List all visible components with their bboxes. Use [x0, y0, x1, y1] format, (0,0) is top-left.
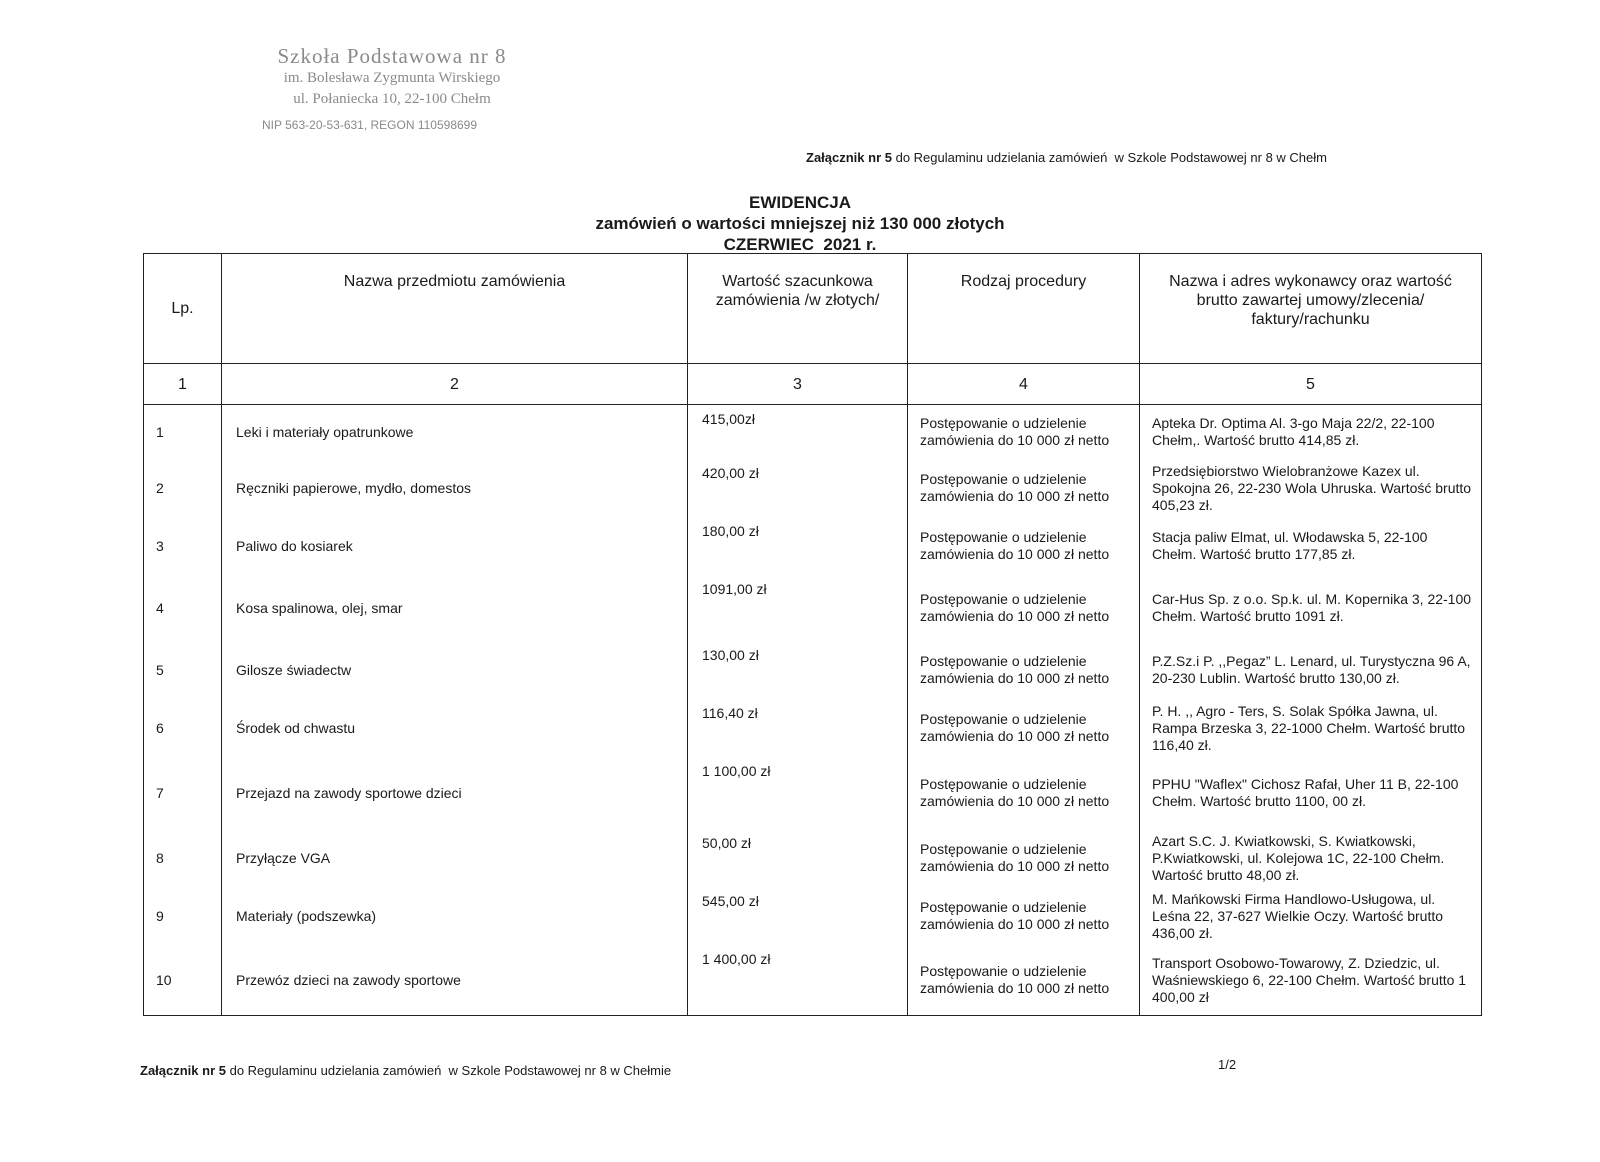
row-procedure: Postępowanie o udzielenie zamówienia do 10 000 zł netto [908, 757, 1140, 829]
stamp-school-name: Szkoła Podstawowa nr 8 [277, 44, 507, 68]
row-item-name: Środek od chwastu [222, 699, 688, 757]
attachment-text: do Regulaminu udzielania zamówień w Szkole Podstawowej nr 8 w Chełmie [225, 1063, 672, 1078]
row-item-name: Leki i materiały opatrunkowe [222, 405, 688, 460]
row-lp: 8 [144, 829, 222, 887]
row-item-name: Kosa spalinowa, olej, smar [222, 575, 688, 641]
page-number: 1/2 [1218, 1057, 1237, 1072]
orders-register-table [143, 253, 1482, 1016]
row-value: 1 400,00 zł [688, 945, 908, 1016]
attachment-number: Załącznik nr 5 [140, 1063, 226, 1078]
row-procedure: Postępowanie o udzielenie zamówienia do 10 000 zł netto [908, 575, 1140, 641]
column-number: 1 [144, 364, 222, 405]
row-vendor: Stacja paliw Elmat, ul. Włodawska 5, 22-100 Chełm. Wartość brutto 177,85 zł. [1140, 517, 1482, 575]
attachment-note-top [806, 150, 1327, 165]
school-stamp [262, 44, 522, 132]
heading-subtitle: zamówień o wartości mniejszej niż 130 000 złotych [595, 214, 1005, 233]
table-row [144, 575, 1482, 641]
row-vendor: P.Z.Sz.i P. ,,Pegaz” L. Lenard, ul. Turystyczna 96 A, 20-230 Lublin. Wartość brutto 130,00 zł. [1140, 641, 1482, 699]
table-row [144, 757, 1482, 829]
row-item-name: Materiały (podszewka) [222, 887, 688, 945]
stamp-address: ul. Połaniecka 10, 22-100 Chełm [293, 91, 491, 107]
document-heading [540, 192, 1060, 255]
row-procedure: Postępowanie o udzielenie zamówienia do 10 000 zł netto [908, 517, 1140, 575]
row-item-name: Przejazd na zawody sportowe dzieci [222, 757, 688, 829]
row-value: 420,00 zł [688, 459, 908, 517]
column-number: 4 [908, 364, 1140, 405]
column-number: 2 [222, 364, 688, 405]
table-row [144, 887, 1482, 945]
row-procedure: Postępowanie o udzielenie zamówienia do 10 000 zł netto [908, 829, 1140, 887]
row-procedure: Postępowanie o udzielenie zamówienia do 10 000 zł netto [908, 699, 1140, 757]
row-item-name: Przyłącze VGA [222, 829, 688, 887]
row-item-name: Przewóz dzieci na zawody sportowe [222, 945, 688, 1016]
row-item-name: Gilosze świadectw [222, 641, 688, 699]
row-vendor: PPHU "Waflex" Cichosz Rafał, Uher 11 B, 22-100 Chełm. Wartość brutto 1100, 00 zł. [1140, 757, 1482, 829]
table-row [144, 517, 1482, 575]
row-lp: 6 [144, 699, 222, 757]
table-header-row [144, 254, 1482, 364]
header-value: Wartość szacunkowa zamówienia /w złotych/ [688, 254, 908, 364]
header-vendor: Nazwa i adres wykonawcy oraz wartość brutto zawartej umowy/zlecenia/ faktury/rachunku [1140, 254, 1482, 364]
row-value: 1 100,00 zł [688, 757, 908, 829]
row-vendor: Przedsiębiorstwo Wielobranżowe Kazex ul. Spokojna 26, 22-230 Wola Uhruska. Wartość brutto 405,23 zł. [1140, 459, 1482, 517]
row-procedure: Postępowanie o udzielenie zamówienia do 10 000 zł netto [908, 405, 1140, 460]
row-vendor: M. Mańkowski Firma Handlowo-Usługowa, ul. Leśna 22, 37-627 Wielkie Oczy. Wartość brutto 436,00 zł. [1140, 887, 1482, 945]
column-number: 5 [1140, 364, 1482, 405]
attachment-number: Załącznik nr 5 [806, 150, 892, 165]
row-value: 545,00 zł [688, 887, 908, 945]
heading-period: CZERWIEC 2021 r. [723, 235, 877, 254]
row-value: 130,00 zł [688, 641, 908, 699]
row-lp: 9 [144, 887, 222, 945]
row-lp: 4 [144, 575, 222, 641]
table-row [144, 459, 1482, 517]
row-procedure: Postępowanie o udzielenie zamówienia do 10 000 zł netto [908, 641, 1140, 699]
table-row [144, 641, 1482, 699]
row-lp: 5 [144, 641, 222, 699]
row-vendor: Azart S.C. J. Kwiatkowski, S. Kwiatkowski, P.Kwiatkowski, ul. Kolejowa 1C, 22-100 Chełm. Wartość brutto 48,00 zł. [1140, 829, 1482, 887]
column-number: 3 [688, 364, 908, 405]
attachment-text: do Regulaminu udzielania zamówień w Szkole Podstawowej nr 8 w Chełm [891, 150, 1327, 165]
row-lp: 2 [144, 459, 222, 517]
row-lp: 3 [144, 517, 222, 575]
row-vendor: P. H. ,, Agro - Ters, S. Solak Spółka Jawna, ul. Rampa Brzeska 3, 22-1000 Chełm. Wartość brutto 116,40 zł. [1140, 699, 1482, 757]
stamp-patron: im. Bolesława Zygmunta Wirskiego [283, 70, 501, 86]
header-procedure: Rodzaj procedury [908, 254, 1140, 364]
heading-title: EWIDENCJA [748, 193, 851, 212]
table-row [144, 699, 1482, 757]
row-item-name: Ręczniki papierowe, mydło, domestos [222, 459, 688, 517]
row-procedure: Postępowanie o udzielenie zamówienia do 10 000 zł netto [908, 459, 1140, 517]
row-value: 415,00zł [688, 405, 908, 460]
row-value: 50,00 zł [688, 829, 908, 887]
row-item-name: Paliwo do kosiarek [222, 517, 688, 575]
stamp-ids: NIP 563-20-53-631, REGON 110598699 [262, 118, 478, 132]
row-value: 1091,00 zł [688, 575, 908, 641]
attachment-note-bottom [140, 1063, 671, 1078]
table-row [144, 829, 1482, 887]
row-lp: 7 [144, 757, 222, 829]
row-vendor: Car-Hus Sp. z o.o. Sp.k. ul. M. Kopernika 3, 22-100 Chełm. Wartość brutto 1091 zł. [1140, 575, 1482, 641]
row-vendor: Transport Osobowo-Towarowy, Z. Dziedzic, ul. Waśniewskiego 6, 22-100 Chełm. Wartość brutto 1 400,00 zł [1140, 945, 1482, 1016]
row-procedure: Postępowanie o udzielenie zamówienia do 10 000 zł netto [908, 945, 1140, 1016]
row-value: 180,00 zł [688, 517, 908, 575]
row-vendor: Apteka Dr. Optima Al. 3-go Maja 22/2, 22-100 Chełm,. Wartość brutto 414,85 zł. [1140, 405, 1482, 460]
row-lp: 10 [144, 945, 222, 1016]
table-row [144, 945, 1482, 1016]
row-lp: 1 [144, 405, 222, 460]
row-value: 116,40 zł [688, 699, 908, 757]
table-row [144, 405, 1482, 460]
table-column-numbers-row [144, 364, 1482, 405]
header-lp: Lp. [144, 254, 222, 364]
header-name: Nazwa przedmiotu zamówienia [222, 254, 688, 364]
row-procedure: Postępowanie o udzielenie zamówienia do 10 000 zł netto [908, 887, 1140, 945]
